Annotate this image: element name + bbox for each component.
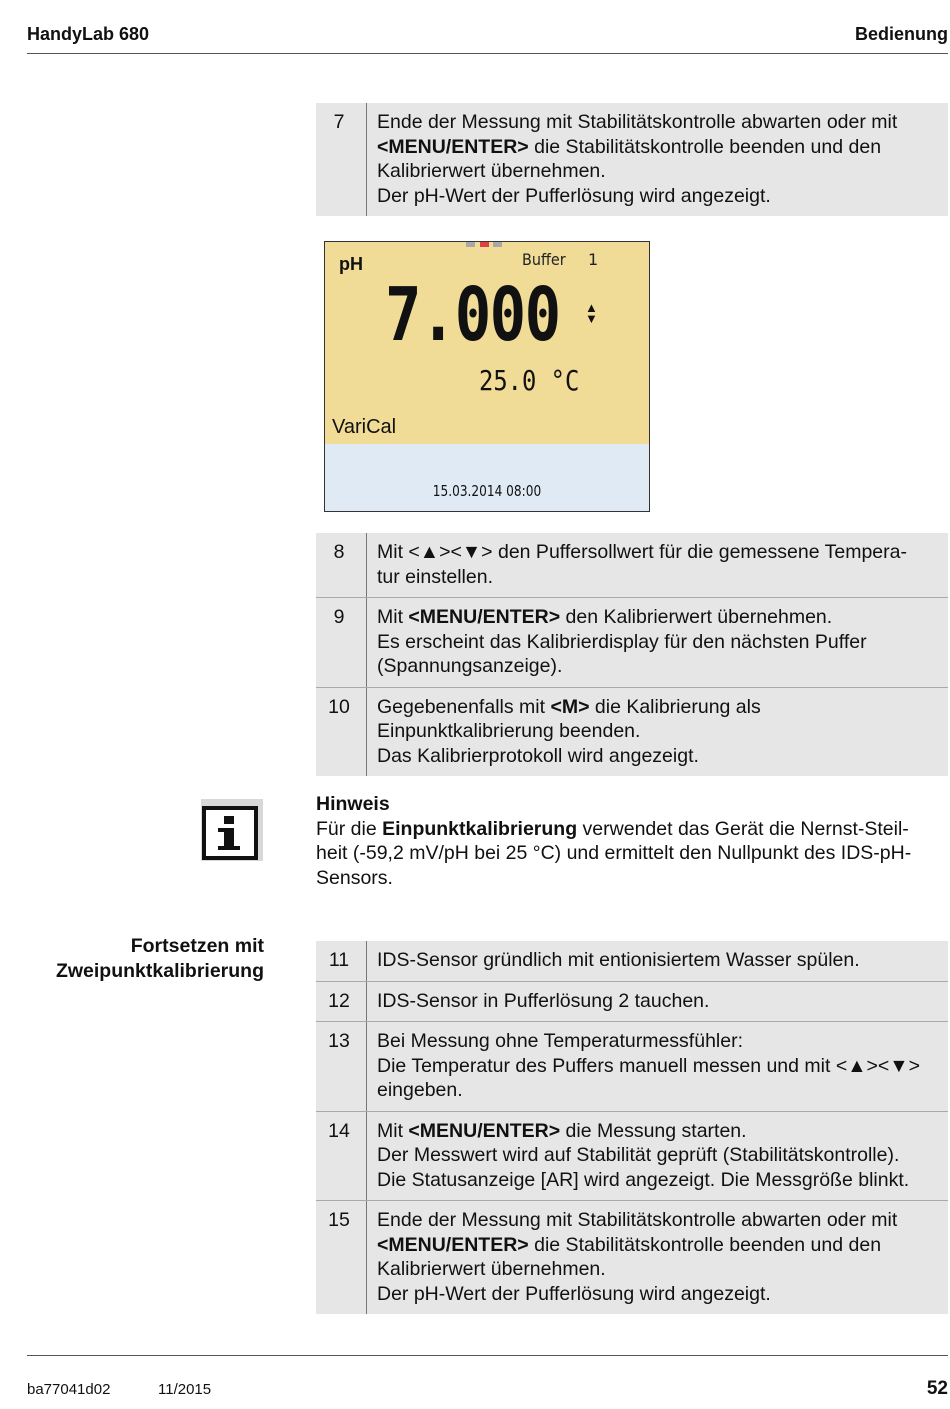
key-label: <MENU/ENTER> [408,1119,561,1142]
step-table-middle [316,533,948,776]
text-span: die Kalibrierung als [589,695,761,718]
text-line [377,184,944,209]
text-span: Es erscheint das Kalibrierdisplay für den nächsten Puffer [377,630,867,653]
step-text [367,1112,948,1201]
step-number: 13 [316,1022,367,1111]
key-label: Einpunktkalibrierung [382,817,578,840]
step-row [316,1112,948,1202]
step-text [367,533,948,597]
step-text [367,598,948,687]
text-line [377,1119,944,1144]
note-text [316,817,941,891]
step-row [316,1022,948,1112]
note-block [316,792,941,890]
text-line [377,1054,944,1079]
step-text [367,103,948,216]
text-span: Bei Messung ohne Temperaturmessfühler: [377,1030,743,1052]
side-heading-line: Zweipunktkalibrierung [55,959,264,982]
text-span: die Stabilitätskontrolle beenden und den [528,135,882,158]
text-span: Die Statusanzeige [AR] wird angezeigt. Die Messgröße blinkt. [377,1168,910,1191]
text-span: heit (-59,2 mV/pH bei 25 °C) und ermittelt den Nullpunkt des IDS-pH- [316,842,912,864]
step-text [367,688,948,777]
text-span: Das Kalibrierprotokoll wird angezeigt. [377,744,699,767]
step-number: 8 [316,533,367,597]
text-line [316,866,941,891]
text-line [377,1143,944,1168]
step-row [316,982,948,1023]
text-span: Mit <▲><▼> den Puffersollwert für die gemessene Tempera- [377,541,907,563]
text-line [377,1282,944,1307]
text-line [377,654,944,679]
text-line [377,1078,944,1103]
text-span: (Spannungsanzeige). [377,655,563,677]
display-datetime: 15.03.2014 08:00 [432,482,542,500]
text-line [377,744,944,769]
display-temperature: 25.0 °C [479,364,580,397]
step-row [316,941,948,982]
text-line [377,948,944,973]
step-table-bottom [316,941,948,1314]
key-label: <M> [550,695,590,718]
text-span: den Kalibrierwert übernehmen. [560,606,833,628]
text-span: Kalibrierwert übernehmen. [377,1258,606,1280]
text-span: Für die [316,817,383,840]
text-span: Der pH-Wert der Pufferlösung wird angezeigt. [377,1282,771,1305]
info-icon [201,799,263,861]
display-mode: VariCal [332,416,397,438]
step-text [367,1201,948,1314]
step-text [367,941,948,981]
step-row [316,688,948,777]
text-span: Gegebenenfalls mit [377,695,551,718]
step-table-top [316,103,948,216]
footer-document-id: ba77041d02 [27,1381,111,1398]
key-label: <MENU/ENTER> [408,606,561,628]
text-line [377,1208,944,1233]
text-line [316,841,941,866]
text-span: IDS-Sensor gründlich mit entionisiertem Wasser spülen. [377,949,860,971]
text-line [377,989,944,1014]
step-row [316,103,948,216]
text-span: tur einstellen. [377,565,493,588]
text-span: Ende der Messung mit Stabilitätskontrolle abwarten oder mit [377,111,898,133]
step-row [316,1201,948,1314]
step-number: 11 [316,941,367,981]
step-number: 15 [316,1201,367,1314]
step-text [367,1022,948,1111]
text-line [377,565,944,590]
display-buffer-number: 1 [588,250,599,269]
section-side-heading [27,934,264,983]
running-header-title: HandyLab 680 [27,24,150,44]
step-row [316,598,948,688]
text-span: Die Temperatur des Puffers manuell messen und mit <▲><▼> [377,1054,920,1077]
text-line [377,630,944,655]
text-span: die Messung starten. [560,1119,747,1142]
status-indicator-active [480,242,489,247]
step-text [367,982,948,1022]
side-heading-line: Fortsetzen mit [130,935,264,957]
text-line [316,817,941,842]
text-span: Kalibrierwert übernehmen. [377,160,606,182]
step-number: 10 [316,688,367,777]
text-span: Mit [377,606,409,628]
running-header-section: Bedienung [855,24,948,44]
step-row [316,533,948,598]
display-ph-value: 7.000 [385,272,560,358]
text-span: IDS-Sensor in Pufferlösung 2 tauchen. [377,989,710,1012]
text-line [377,159,944,184]
text-line [377,135,944,160]
up-down-arrows-icon: ▲ ▼ [585,300,598,326]
text-span: Ende der Messung mit Stabilitätskontrolle abwarten oder mit [377,1209,898,1231]
step-number: 7 [316,103,367,216]
device-display [324,241,650,512]
key-label: <MENU/ENTER> [377,1233,529,1256]
text-line [377,1029,944,1054]
step-number: 12 [316,982,367,1022]
step-number: 14 [316,1112,367,1201]
text-line [377,110,944,135]
text-line [377,719,944,744]
text-span: Einpunktkalibrierung beenden. [377,720,641,742]
text-line [377,1233,944,1258]
text-span: Der pH-Wert der Pufferlösung wird angezeigt. [377,184,771,207]
text-span: die Stabilitätskontrolle beenden und den [528,1233,882,1256]
header-rule [27,53,948,54]
display-buffer-label: Buffer [522,250,566,269]
key-label: <MENU/ENTER> [377,135,529,158]
text-span: Mit [377,1119,409,1142]
status-indicator-left [466,242,475,247]
footer-rule [27,1355,948,1356]
text-line [377,1257,944,1282]
status-indicator-right [493,242,502,247]
text-span: Sensors. [316,866,393,889]
note-title: Hinweis [316,793,390,815]
display-quantity: pH [339,254,363,274]
text-line [377,605,944,630]
text-span: eingeben. [377,1079,463,1101]
text-line [377,540,944,565]
step-number: 9 [316,598,367,687]
page-number: 52 [926,1378,948,1399]
text-line [377,1168,944,1193]
footer-date: 11/2015 [158,1381,212,1398]
text-line [377,695,944,720]
text-span: verwendet das Gerät die Nernst-Steil- [577,817,909,840]
text-span: Der Messwert wird auf Stabilität geprüft (Stabilitätskontrolle). [377,1144,900,1166]
